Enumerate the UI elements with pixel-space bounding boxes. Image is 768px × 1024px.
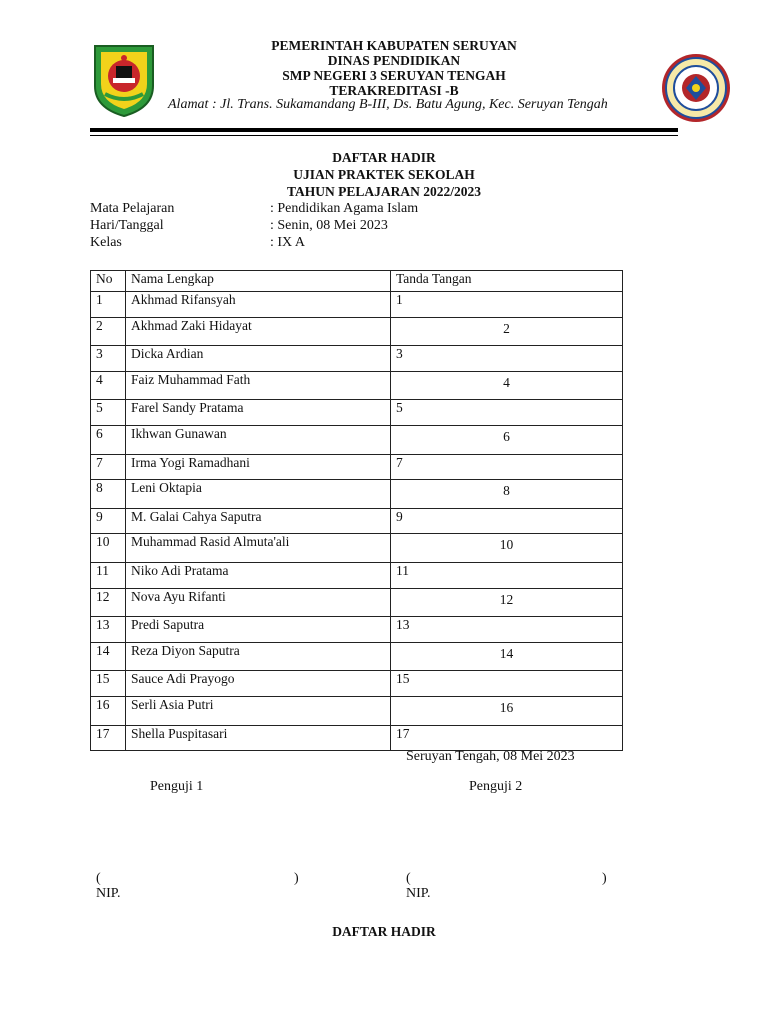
row-number: 11 <box>91 562 126 588</box>
student-name: Akhmad Rifansyah <box>126 292 391 318</box>
student-name: Reza Diyon Saputra <box>126 642 391 671</box>
student-name: Irma Yogi Ramadhani <box>126 454 391 480</box>
doc-title: DAFTAR HADIR <box>332 150 436 165</box>
table-row <box>91 642 623 671</box>
row-number: 1 <box>91 292 126 318</box>
header-department: DINAS PENDIDIKAN <box>327 53 461 68</box>
signature-cell: 16 <box>391 696 623 725</box>
student-name: Nova Ayu Rifanti <box>126 588 391 617</box>
student-name: Farel Sandy Pratama <box>126 400 391 426</box>
table-row <box>91 534 623 563</box>
signing-place-date: Seruyan Tengah, 08 Mei 2023 <box>406 749 575 764</box>
header-divider-thick <box>90 128 678 132</box>
row-number: 6 <box>91 425 126 454</box>
student-name: Sauce Adi Prayogo <box>126 671 391 697</box>
class-value: : IX A <box>270 235 305 250</box>
col-header-no: No <box>91 271 126 292</box>
examiner-2-paren-open: ( <box>406 871 411 886</box>
table-row <box>91 371 623 400</box>
row-number: 2 <box>91 317 126 346</box>
date-value: : Senin, 08 Mei 2023 <box>270 218 388 233</box>
signature-cell: 11 <box>391 562 623 588</box>
col-header-signature: Tanda Tangan <box>391 271 623 292</box>
table-row <box>91 425 623 454</box>
student-name: Ikhwan Gunawan <box>126 425 391 454</box>
row-number: 9 <box>91 508 126 534</box>
table-row <box>91 617 623 643</box>
row-number: 16 <box>91 696 126 725</box>
table-row <box>91 480 623 509</box>
table-row <box>91 454 623 480</box>
header-accreditation: TERAKREDITASI -B <box>329 83 459 98</box>
table-row <box>91 346 623 372</box>
doc-academic-year: TAHUN PELAJARAN 2022/2023 <box>286 184 481 199</box>
signature-cell: 2 <box>391 317 623 346</box>
student-name: Akhmad Zaki Hidayat <box>126 317 391 346</box>
signature-cell: 12 <box>391 588 623 617</box>
row-number: 7 <box>91 454 126 480</box>
signature-cell: 14 <box>391 642 623 671</box>
attendance-table <box>90 270 623 751</box>
examiner-1-label: Penguji 1 <box>150 779 204 794</box>
student-name: Leni Oktapia <box>126 480 391 509</box>
table-row <box>91 562 623 588</box>
examiner-1-paren-close: ) <box>294 871 299 886</box>
signature-cell: 3 <box>391 346 623 372</box>
header-school-name: SMP NEGERI 3 SERUYAN TENGAH <box>282 68 506 83</box>
col-header-name: Nama Lengkap <box>126 271 391 292</box>
table-row <box>91 292 623 318</box>
table-row <box>91 317 623 346</box>
examiner-2-paren-close: ) <box>602 871 607 886</box>
signature-cell: 17 <box>391 725 623 751</box>
examiner-2-nip: NIP. <box>406 886 431 901</box>
student-name: Muhammad Rasid Almuta'ali <box>126 534 391 563</box>
header-address: Alamat : Jl. Trans. Sukamandang B-III, Ds. Batu Agung, Kec. Seruyan Tengah <box>168 97 608 112</box>
examiner-2-label: Penguji 2 <box>469 779 523 794</box>
signature-cell: 4 <box>391 371 623 400</box>
table-header-row <box>91 271 623 292</box>
row-number: 14 <box>91 642 126 671</box>
row-number: 3 <box>91 346 126 372</box>
row-number: 13 <box>91 617 126 643</box>
student-name: Predi Saputra <box>126 617 391 643</box>
table-row <box>91 696 623 725</box>
signature-cell: 8 <box>391 480 623 509</box>
table-row <box>91 400 623 426</box>
row-number: 4 <box>91 371 126 400</box>
row-number: 17 <box>91 725 126 751</box>
student-name: Niko Adi Pratama <box>126 562 391 588</box>
row-number: 8 <box>91 480 126 509</box>
student-name: Shella Puspitasari <box>126 725 391 751</box>
next-page-title: DAFTAR HADIR <box>332 924 436 939</box>
table-row <box>91 588 623 617</box>
signature-cell: 5 <box>391 400 623 426</box>
header-government: PEMERINTAH KABUPATEN SERUYAN <box>271 38 517 53</box>
subject-label: Mata Pelajaran <box>90 201 175 216</box>
signature-cell: 1 <box>391 292 623 318</box>
signature-cell: 15 <box>391 671 623 697</box>
examiner-1-paren-open: ( <box>96 871 101 886</box>
date-label: Hari/Tanggal <box>90 218 164 233</box>
signature-cell: 13 <box>391 617 623 643</box>
student-name: Dicka Ardian <box>126 346 391 372</box>
row-number: 15 <box>91 671 126 697</box>
signature-cell: 6 <box>391 425 623 454</box>
student-name: M. Galai Cahya Saputra <box>126 508 391 534</box>
signature-cell: 9 <box>391 508 623 534</box>
doc-subtitle: UJIAN PRAKTEK SEKOLAH <box>293 167 475 182</box>
signature-cell: 10 <box>391 534 623 563</box>
examiner-1-nip: NIP. <box>96 886 121 901</box>
student-name: Serli Asia Putri <box>126 696 391 725</box>
row-number: 12 <box>91 588 126 617</box>
signature-cell: 7 <box>391 454 623 480</box>
subject-value: : Pendidikan Agama Islam <box>270 201 419 216</box>
table-row <box>91 725 623 751</box>
table-row <box>91 671 623 697</box>
table-row <box>91 508 623 534</box>
student-name: Faiz Muhammad Fath <box>126 371 391 400</box>
row-number: 5 <box>91 400 126 426</box>
class-label: Kelas <box>90 235 122 250</box>
row-number: 10 <box>91 534 126 563</box>
header-divider-thin <box>90 135 678 136</box>
